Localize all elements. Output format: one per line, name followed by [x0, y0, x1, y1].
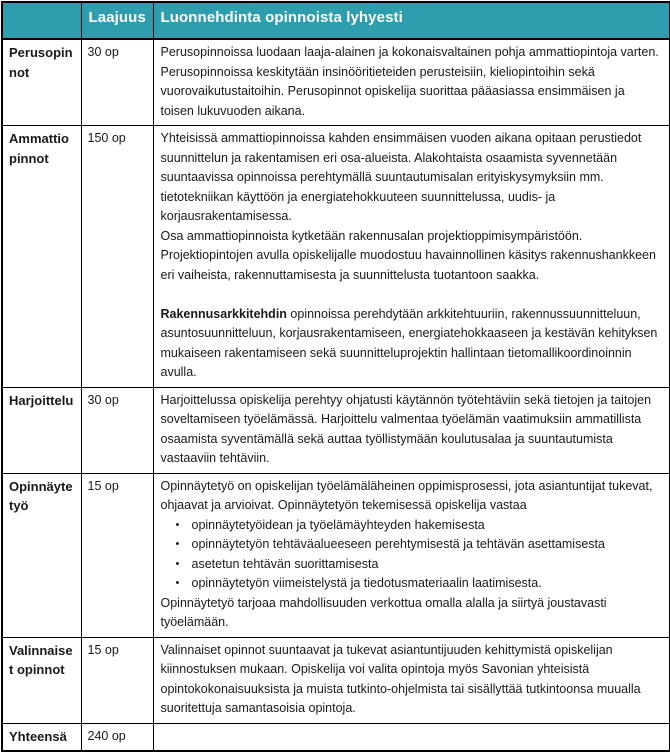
table-row — [2, 637, 670, 723]
paragraph: Rakennusarkkitehdin opinnoissa perehdytään arkkitehtuuriin, rakennussuunnitteluun, asuntosuunnitteluun, korjausrakentamiseen, energiatehokkaaseen ja kestävän kehityksen mukaiseen rakentamiseen sekä suunnitteluprojektin hallintaan tietomallikoordinoinnin avulla. — [160, 306, 658, 379]
paragraph: Yhteisissä ammattiopinnoissa kahden ensimmäisen vuoden aikana opitaan perustiedot suunnittelun ja rakentamisen eri osa-alueista. Alakohtaista osaamista syvennetään suuntaavissa opinnoissa perehtymällä suuntautumisalan erityiskysymyksiin mm. tietotekniikan käyttöön ja energiatehokkuuteen suunnittelussa, uudis- ja korjausrakentamisessa. — [160, 131, 642, 223]
header-cell-description: Luonnehdinta opinnoista lyhyesti — [153, 2, 670, 39]
row-extent: 15 op — [81, 637, 153, 723]
table-row — [2, 473, 670, 637]
table-row — [2, 126, 670, 388]
bullet-text: opinnäytetyön viimeistelystä ja tiedotusmateriaalin laatimisesta. — [191, 576, 542, 590]
bullet-item — [161, 574, 662, 594]
bullet-icon: • — [175, 518, 180, 531]
table-row — [2, 387, 670, 473]
row-label: Opinnäytetyö — [2, 473, 81, 637]
header-cell-category — [2, 2, 81, 39]
row-description — [153, 473, 670, 637]
paragraph: Valinnaiset opinnot suuntaavat ja tukevat asiantuntijuuden kehittymistä opiskelijan kiinnostuksen mukaan. Opiskelija voi valita opintoja myös Savonian yhteisistä opintokokonaisuuksista ja muista tutkinto-ohjelmista tai sisällyttää tutkintoonsa muualla suoritettuja samantasoisia opintoja. — [160, 642, 641, 715]
row-label: Yhteensä — [2, 723, 81, 751]
row-extent: 15 op — [81, 473, 153, 637]
paragraph-spacer — [161, 285, 662, 305]
bullet-item — [161, 555, 662, 575]
bullet-icon: • — [175, 557, 180, 570]
paragraph: Osa ammattiopinnoista kytketään rakennusalan projektioppimisympäristöön. Projektiopintojen avulla opiskelijalle muodostuu havainnollinen käsitys rakennushankkeen eri vaiheista, rakennuttamisesta ja suunnittelusta tuotantoon saakka. — [160, 228, 656, 282]
bullet-text: opinnäytetyön tehtäväalueeseen perehtymisestä ja tehtävän asettamisesta — [191, 537, 605, 551]
bullet-item — [161, 535, 662, 555]
paragraph: Opinnäytetyö tarjoaa mahdollisuuden verkottua omalla alalla ja siirtyä joustavasti työelämään. — [160, 595, 607, 629]
bullet-text: opinnäytetyöidean ja työelämäyhteyden hakemisesta — [191, 517, 485, 532]
table-body — [2, 39, 670, 751]
bold-lead: Rakennusarkkitehdin — [160, 306, 287, 321]
row-description — [153, 126, 670, 388]
row-label: Perusopinnot — [2, 39, 81, 126]
row-extent: 150 op — [81, 126, 153, 388]
row-extent: 30 op — [81, 39, 153, 126]
study-structure-table — [1, 1, 670, 752]
row-label: Ammattiopinnot — [2, 126, 81, 388]
row-extent: 30 op — [81, 387, 153, 473]
bullet-icon: • — [175, 577, 180, 589]
row-description — [153, 39, 670, 126]
header-row — [2, 2, 670, 39]
paragraph: Perusopinnoissa luodaan laaja-alainen ja kokonaisvaltainen pohja ammattiopintoja varten. Perusopinnoissa keskitytään insinööritieteiden perusteisiin, kieliopintoihin sekä vuorovaikutustaitoihin. Perusopinnot opiskelija suorittaa pääasiassa ensimmäisen ja toisen lukuvuoden aikana. — [160, 45, 659, 118]
paragraph: Harjoittelussa opiskelija perehtyy ohjatusti käytännön työtehtäviin sekä tietojen ja taitojen soveltamiseen työelämässä. Harjoittelu valmentaa työelämän vaatimuksiin ammatillista osaamista syventämällä sekä auttaa työllistymään koulutusalaa ja suuntautumista vastaaviin tehtäviin. — [160, 392, 652, 465]
row-label: Harjoittelu — [2, 387, 81, 473]
row-extent: 240 op — [81, 723, 153, 751]
table-row — [2, 723, 670, 751]
row-description — [153, 387, 670, 473]
row-description — [153, 723, 670, 751]
row-label: Valinnaiset opinnot — [2, 637, 81, 723]
bullet-item — [161, 516, 662, 536]
header-cell-extent: Laajuus — [81, 2, 153, 39]
table-row — [2, 39, 670, 126]
row-description — [153, 637, 670, 723]
bullet-text: asetetun tehtävän suorittamisesta — [191, 556, 379, 571]
paragraph: Opinnäytetyö on opiskelijan työelämäläheinen oppimisprosessi, jota asiantuntijat tukevat, ohjaavat ja arvioivat. Opinnäytetyön tekemisessä opiskelija vastaa — [160, 478, 653, 512]
bullet-icon: • — [175, 538, 180, 550]
